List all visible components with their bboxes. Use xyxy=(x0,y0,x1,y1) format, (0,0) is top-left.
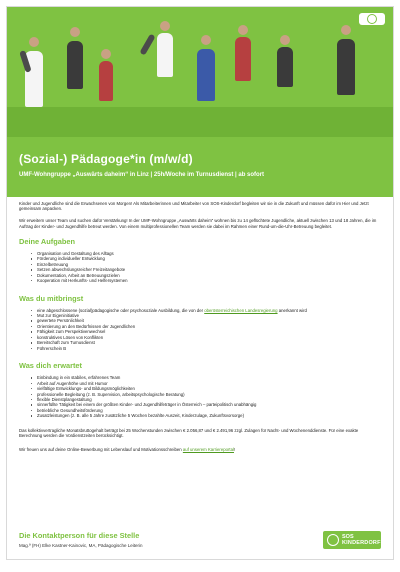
grass xyxy=(7,107,393,137)
person-8 xyxy=(337,39,355,95)
apply-suffix: ! xyxy=(233,447,236,453)
intro-paragraph-2: Wir erweitern unser Team und suchen dafür Verstärkung! In der UMF-Wohngruppe „Auswärts daheim“ wohnen bis zu 14 geflüchtete Jugendliche, aktuell zwischen 13 und 18 Jahren, die im Auftrag der Kinder- und Jugendhilfe betreut werden. Von einem multiprofessionellen Team werden sie dabei im Rahmen einer Rund-um-die-Uhr-Betreuung begleitet. xyxy=(19,218,377,229)
offer-item: Arbeit auf Augenhöhe und mit Humor xyxy=(31,381,381,386)
landesregierung-link[interactable]: oberösterreichischen Landesregierung xyxy=(204,307,278,313)
person-7-head xyxy=(280,35,290,45)
requirement-item: Mut zur Eigeninitiative xyxy=(31,313,381,318)
task-item: Organisation und Gestaltung des Alltags xyxy=(31,251,381,256)
apply-prefix: Wir freuen uns auf deine Online-Bewerbung mit Lebenslauf und Motivationsschreiben xyxy=(19,447,183,453)
task-item: Dokumentation, Arbeit an Betreuungszielen xyxy=(31,273,381,278)
offers-list xyxy=(19,375,381,419)
sos-logo-mark-icon xyxy=(327,534,339,546)
offer-item: flexible Dienstplangestaltung xyxy=(31,397,381,402)
job-posting-page xyxy=(6,6,394,560)
task-item: Einzelbetreuung xyxy=(31,262,381,267)
requirement-item: Orientierung an den Bedürfnissen der Jugendlichen xyxy=(31,324,381,329)
offer-item: vielfältige Entwicklungs- und Bildungsmöglichkeiten xyxy=(31,386,381,391)
person-3-head xyxy=(101,49,111,59)
person-2 xyxy=(67,41,83,89)
job-title: (Sozial-) Pädagoge*in (m/w/d) xyxy=(19,152,193,166)
person-4 xyxy=(157,33,173,77)
person-2-head xyxy=(70,27,80,37)
person-7 xyxy=(277,47,293,87)
requirement-item: Führerschein B xyxy=(31,346,381,351)
requirements-heading: Was du mitbringst xyxy=(19,293,84,303)
career-portal-link[interactable]: auf unserem Karriereportal xyxy=(182,447,234,453)
person-8-head xyxy=(341,25,351,35)
sos-logo-icon xyxy=(367,14,377,24)
tasks-heading: Deine Aufgaben xyxy=(19,236,75,246)
contact-heading: Die Kontaktperson für diese Stelle xyxy=(19,531,140,540)
logo-line-2: KINDERDORF xyxy=(342,540,381,546)
hero-image xyxy=(7,7,393,137)
task-item: Förderung individueller Entwicklung xyxy=(31,256,381,261)
person-4-head xyxy=(160,21,170,31)
requirement-item: konstruktives Lösen von Konflikten xyxy=(31,335,381,340)
offer-item: sinnerfüllte Tätigkeit bei einem der größten Kinder- und Jugendhilfeträger in Österreich – parteipolitisch unabhängig xyxy=(31,402,381,407)
offer-item: Zusatzleistungen (z. B. alle 5 Jahre zusätzliche 5 Wochen bezahlte Auszeit, Kinderzulage, Zukunftsvorsorge) xyxy=(31,413,381,418)
intro-paragraph-1: Kinder und Jugendliche sind die Erwachsenen von Morgen! Als Mitarbeiterinnen und Mitarbeiter von SOS-Kinderdorf begleiten wir sie in die Zukunft und müssen dafür im Hier und Jetzt gemeinsam anpacken. xyxy=(19,201,369,212)
job-subtitle: UMF-Wohngruppe „Auswärts daheim“ in Linz | 25h/Woche im Turnusdienst | ab sofort xyxy=(19,172,265,178)
apply-text xyxy=(19,447,381,452)
offer-item: betriebliche Gesundheitsförderung xyxy=(31,408,381,413)
person-5 xyxy=(197,49,215,101)
person-5-head xyxy=(201,35,211,45)
person-1-head xyxy=(29,37,39,47)
person-6 xyxy=(235,37,251,81)
contact-name: Mag.ª (FH) Elke Kastner-Kainovic, MA, Pädagogische Leiterin xyxy=(19,543,143,548)
requirements-list xyxy=(19,308,381,352)
sos-logo-badge xyxy=(359,13,385,25)
offer-item: professionelle Begleitung (z. B. Supervision, arbeitspsychologische Beratung) xyxy=(31,392,381,397)
content-body xyxy=(19,201,381,452)
task-item: Kooperation mit Herkunfts- und Helfersystemen xyxy=(31,278,381,283)
requirement-item-suffix: anerkannt wird xyxy=(277,307,307,313)
requirement-item: Bereitschaft zum Turnusdienst xyxy=(31,340,381,345)
requirement-item: Fähigkeit zum Perspektivenwechsel xyxy=(31,329,381,334)
person-3 xyxy=(99,61,113,101)
person-4-arm xyxy=(139,34,155,56)
requirement-item: gewertete Persönlichkeit xyxy=(31,318,381,323)
offer-item: Einbindung in ein stabiles, erfahrenes Team xyxy=(31,375,381,380)
title-band xyxy=(7,137,393,197)
logo-line-1: SOS xyxy=(342,534,354,540)
sos-kinderdorf-logo xyxy=(323,531,381,549)
person-6-head xyxy=(238,25,248,35)
tasks-list xyxy=(19,251,381,284)
salary-text: Das kollektivvertragliche Monatsbruttogehalt beträgt bei 25 Wochenstunden zwischen € 2.056,87 und € 2.491,96 zzgl. Zulagen für Nacht- und Wochenenddienste. Für eine exakte Berechnung werden die Vordienstzeiten berücksichtigt. xyxy=(19,427,359,438)
requirement-item-prefix: eine abgeschlossene (sozial)pädagogische oder psychosoziale Ausbildung, die von der xyxy=(37,307,205,313)
offers-heading: Was dich erwartet xyxy=(19,361,82,371)
task-item: Setzen abwechslungsreicher Freizeitangebote xyxy=(31,267,381,272)
